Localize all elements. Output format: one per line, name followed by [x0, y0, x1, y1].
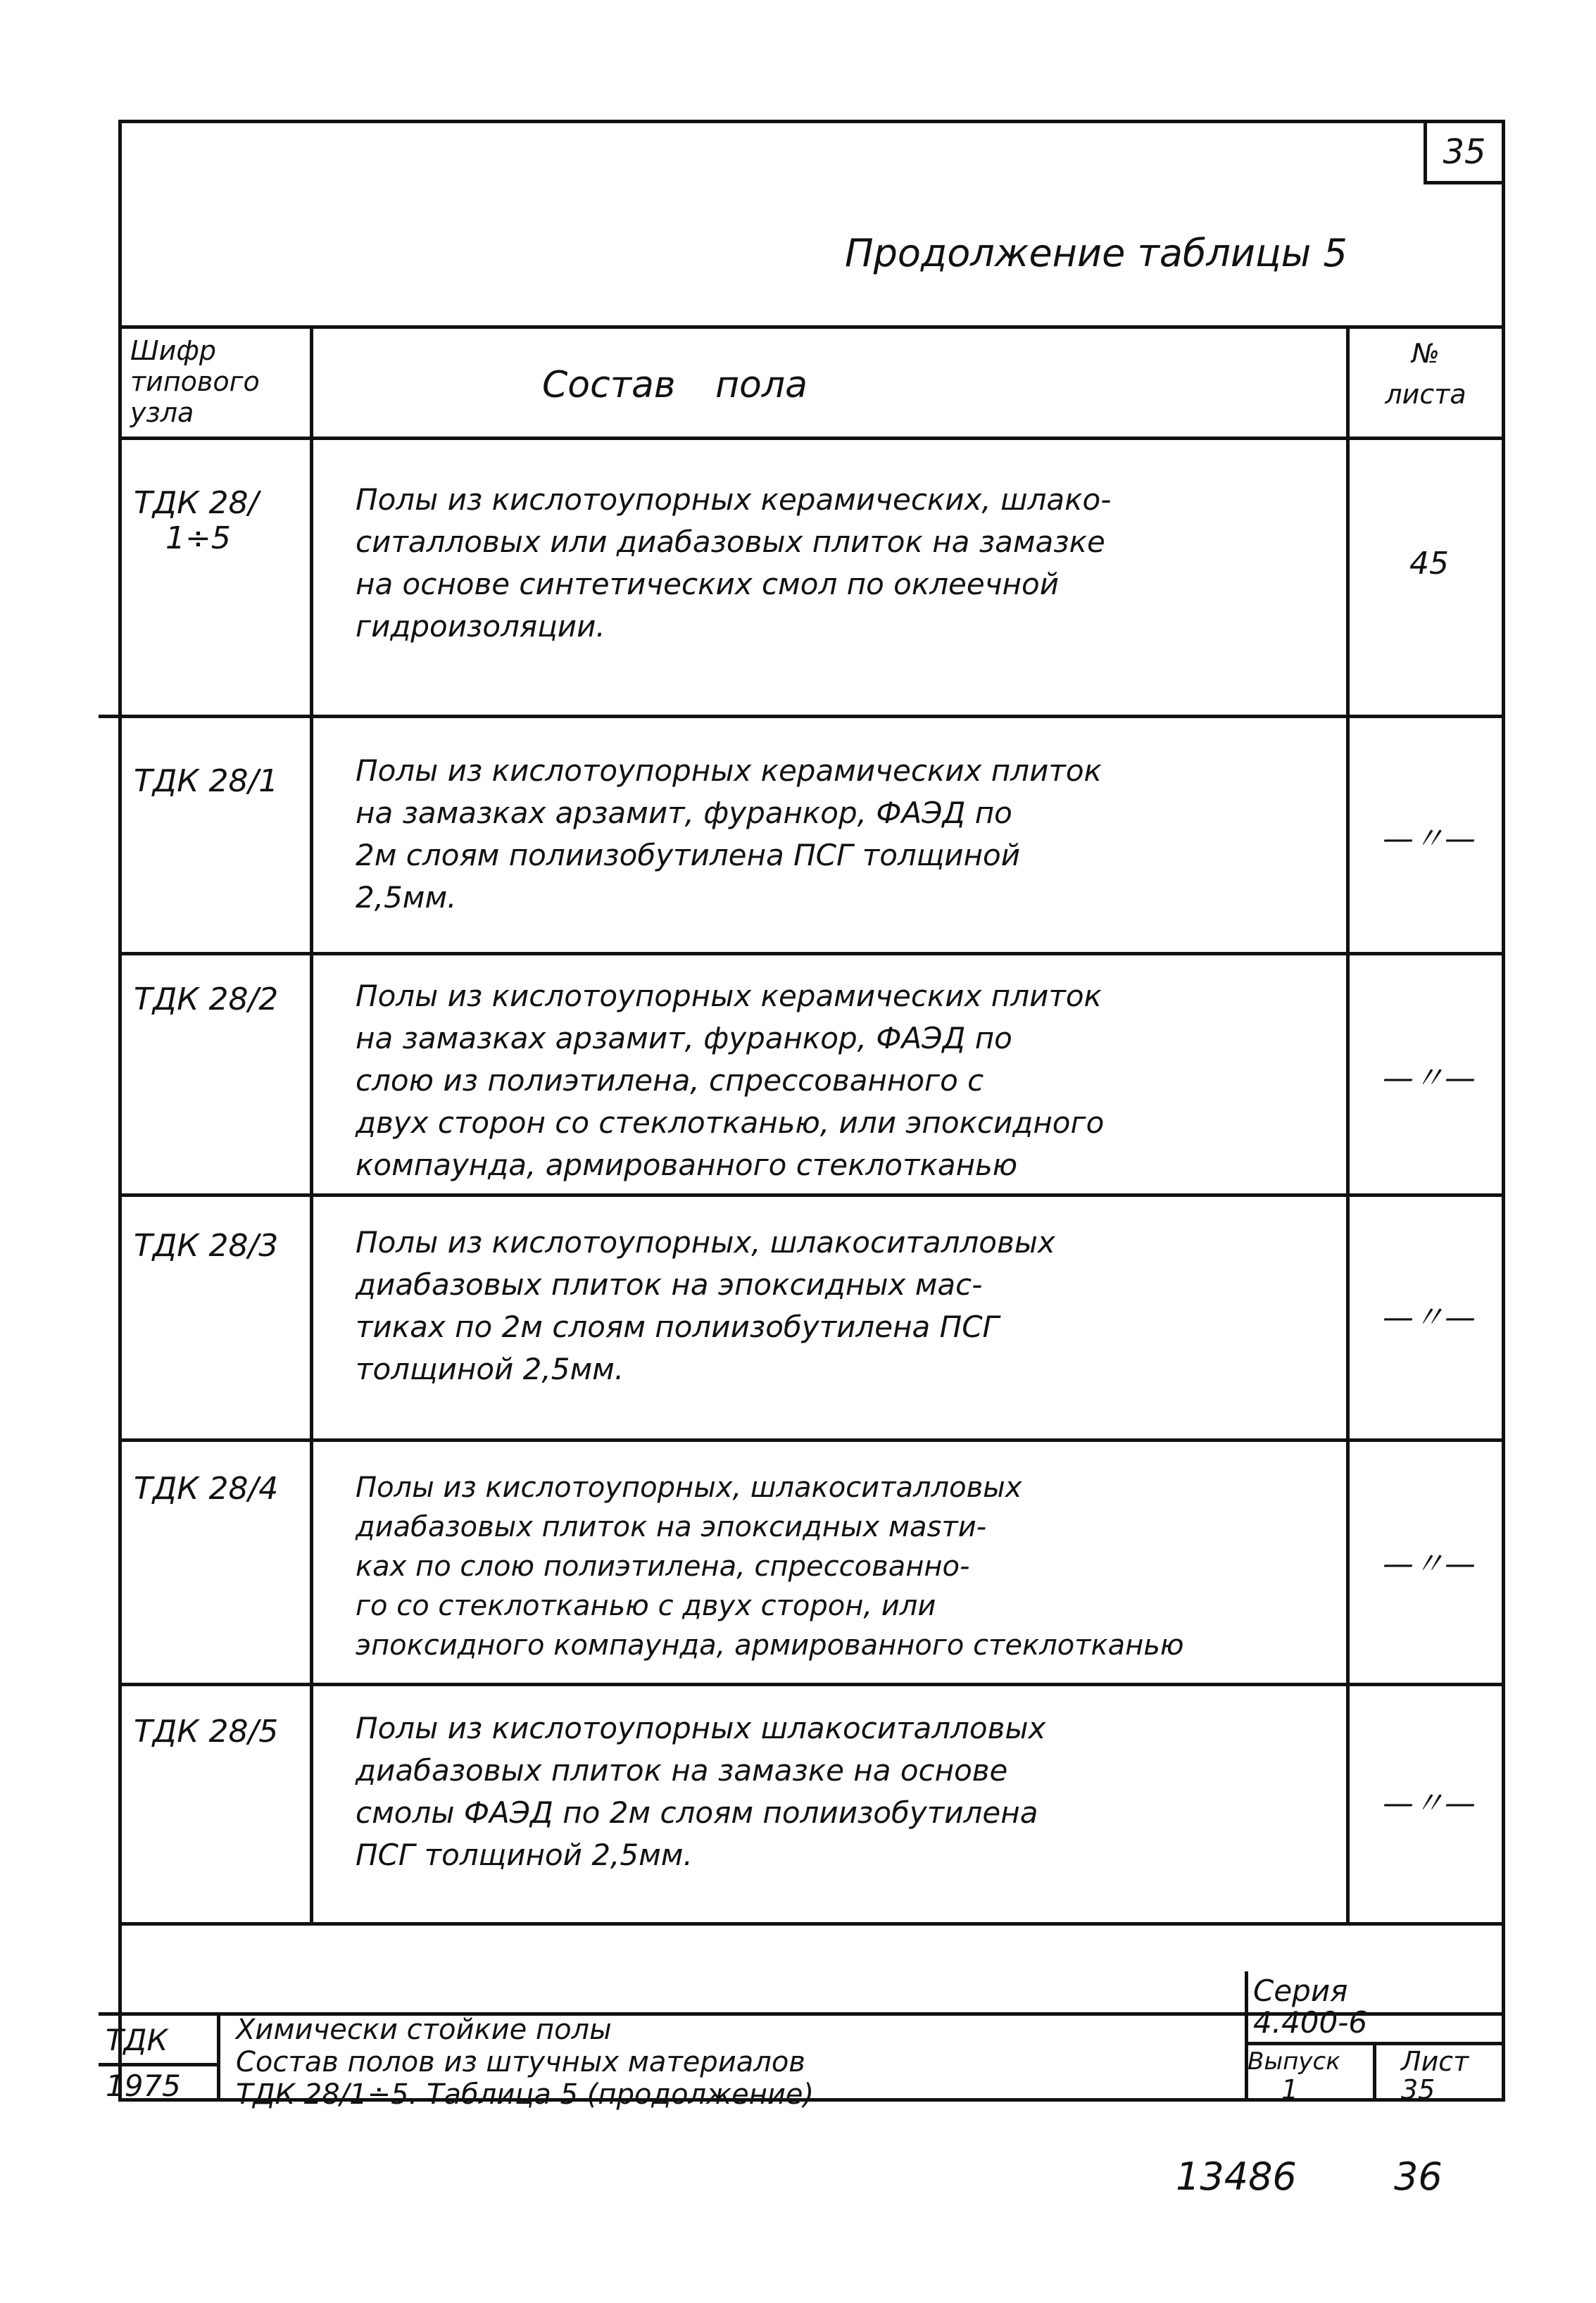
page-number-box: 35	[1424, 120, 1505, 184]
footer-number: 13486	[1176, 2154, 1297, 2199]
header-sheet-line: листа	[1385, 379, 1466, 410]
row-line: Полы из кислотоупорных керамических, шлако-	[356, 482, 1112, 517]
stamp-divider	[1373, 2042, 1376, 2102]
row-sheet: —〃—	[1383, 1786, 1476, 1821]
row-line: гидроизоляции.	[356, 609, 605, 644]
header-composition: Состав пола	[542, 364, 808, 406]
code-column-divider	[310, 325, 313, 1924]
row-sheet: —〃—	[1383, 1060, 1476, 1096]
row-line: диабазовых плиток на эпоксидных мас-	[356, 1267, 983, 1302]
row-code	[134, 982, 278, 1017]
header-code-line: узла	[130, 397, 194, 428]
table-top-border	[118, 325, 1505, 329]
row-line: эпоксидного компаунда, армированного стеклотканью	[356, 1629, 1184, 1662]
row-code-line: ТДК 28/	[134, 485, 259, 521]
table-bottom-border	[118, 1922, 1505, 1926]
row-code	[134, 1471, 278, 1507]
row-line: на замазках арзамит, фуранкор, ФАЭД по	[356, 796, 1012, 830]
row-line: ках по слою полиэтилена, спрессованно-	[356, 1550, 970, 1583]
row-line: толщиной 2,5мм.	[356, 1352, 624, 1386]
row-code-line: ТДК 28/2	[134, 981, 279, 1017]
stamp-title-line: Химически стойкие полы	[236, 2014, 612, 2046]
row-divider	[118, 1438, 1505, 1442]
row-line: Полы из кислотоупорных керамических плиток	[356, 753, 1102, 788]
header-code-line: Шифр	[130, 335, 216, 366]
row-line: Полы из кислотоупорных, шлакоситалловых	[356, 1471, 1022, 1504]
row-divider	[118, 1193, 1505, 1197]
stamp-divider	[1245, 1971, 1248, 2102]
row-code-line: ТДК 28/5	[134, 1714, 279, 1750]
row-description	[356, 1222, 1327, 1391]
stamp-title-line: Состав полов из штучных материалов	[236, 2046, 805, 2078]
row-description	[356, 1707, 1327, 1876]
stamp-title-line: ТДК 28/1÷5. Таблица 5 (продолжение)	[236, 2078, 815, 2111]
row-line: на основе синтетических смол по оклеечной	[356, 567, 1059, 601]
row-sheet: 45	[1409, 546, 1449, 582]
row-line: диабазовых плиток на эпоксидных мasти-	[356, 1511, 987, 1543]
row-line: слою из полиэтилена, спрессованного с	[356, 1063, 984, 1098]
row-code	[134, 1714, 278, 1750]
footer-page: 36	[1394, 2154, 1443, 2199]
row-line: тиках по 2м слоям полиизобутилена ПСГ	[356, 1310, 999, 1344]
stamp-issue-label: Выпуск	[1248, 2047, 1340, 2076]
continuation-caption: Продолжение таблицы 5	[845, 231, 1347, 275]
row-code	[134, 486, 258, 556]
row-line: 2м слоям полиизобутилена ПСГ толщиной	[356, 838, 1021, 872]
row-sheet: —〃—	[1383, 1546, 1476, 1582]
header-sheet	[1355, 338, 1496, 410]
row-line: смолы ФАЭД по 2м слоям полиизобутилена	[356, 1795, 1038, 1830]
header-sheet-line: №	[1412, 338, 1440, 369]
sheet-column-divider	[1346, 325, 1350, 1924]
row-line: ситалловых или диабазовых плиток на замазке	[356, 525, 1105, 559]
row-line: Полы из кислотоупорных керамических плиток	[356, 979, 1102, 1013]
row-line: 2,5мм.	[356, 880, 457, 915]
stamp-title	[236, 2014, 814, 2111]
row-line: на замазках арзамит, фуранкор, ФАЭД по	[356, 1021, 1012, 1055]
row-sheet: —〃—	[1383, 821, 1476, 857]
header-code	[130, 335, 260, 428]
row-divider	[118, 1683, 1505, 1686]
stamp-sheet-value: 35	[1401, 2074, 1435, 2105]
row-line: диабазовых плиток на замазке на основе	[356, 1753, 1008, 1788]
row-code-line: 1÷5	[165, 520, 231, 556]
row-description	[356, 750, 1327, 919]
row-line: ПСГ толщиной 2,5мм.	[356, 1838, 693, 1872]
row-code-line: ТДК 28/3	[134, 1228, 279, 1264]
stamp-org: ТДК	[106, 2023, 168, 2057]
row-description	[356, 975, 1327, 1186]
stamp-series-label: Серия	[1253, 1973, 1348, 2008]
stamp-series-value: 4.400-6	[1253, 2005, 1368, 2040]
row-sheet: —〃—	[1383, 1300, 1476, 1336]
row-code	[134, 764, 278, 799]
row-line: компаунда, армированного стеклотканью	[356, 1148, 1018, 1182]
row-code	[134, 1229, 278, 1264]
row-line: Полы из кислотоупорных шлакоситалловых	[356, 1711, 1046, 1745]
row-line: двух сторон со стеклотканью, или эпоксидного	[356, 1105, 1105, 1140]
stamp-divider	[217, 2012, 220, 2102]
row-code-line: ТДК 28/1	[134, 763, 279, 799]
row-code-line: ТДК 28/4	[134, 1471, 279, 1507]
stamp-divider	[99, 2063, 218, 2066]
row-line: го со стеклотканью с двух сторон, или	[356, 1590, 936, 1622]
header-code-line: типового	[130, 366, 260, 397]
stamp-year: 1975	[106, 2069, 181, 2103]
row-line: Полы из кислотоупорных, шлакоситалловых	[356, 1225, 1055, 1260]
header-bottom-border	[118, 437, 1505, 440]
row-divider	[118, 952, 1505, 955]
stamp-sheet-label: Лист	[1401, 2046, 1469, 2077]
row-description	[356, 1468, 1327, 1665]
row-description	[356, 479, 1327, 648]
stamp-issue-value: 1	[1281, 2074, 1299, 2105]
